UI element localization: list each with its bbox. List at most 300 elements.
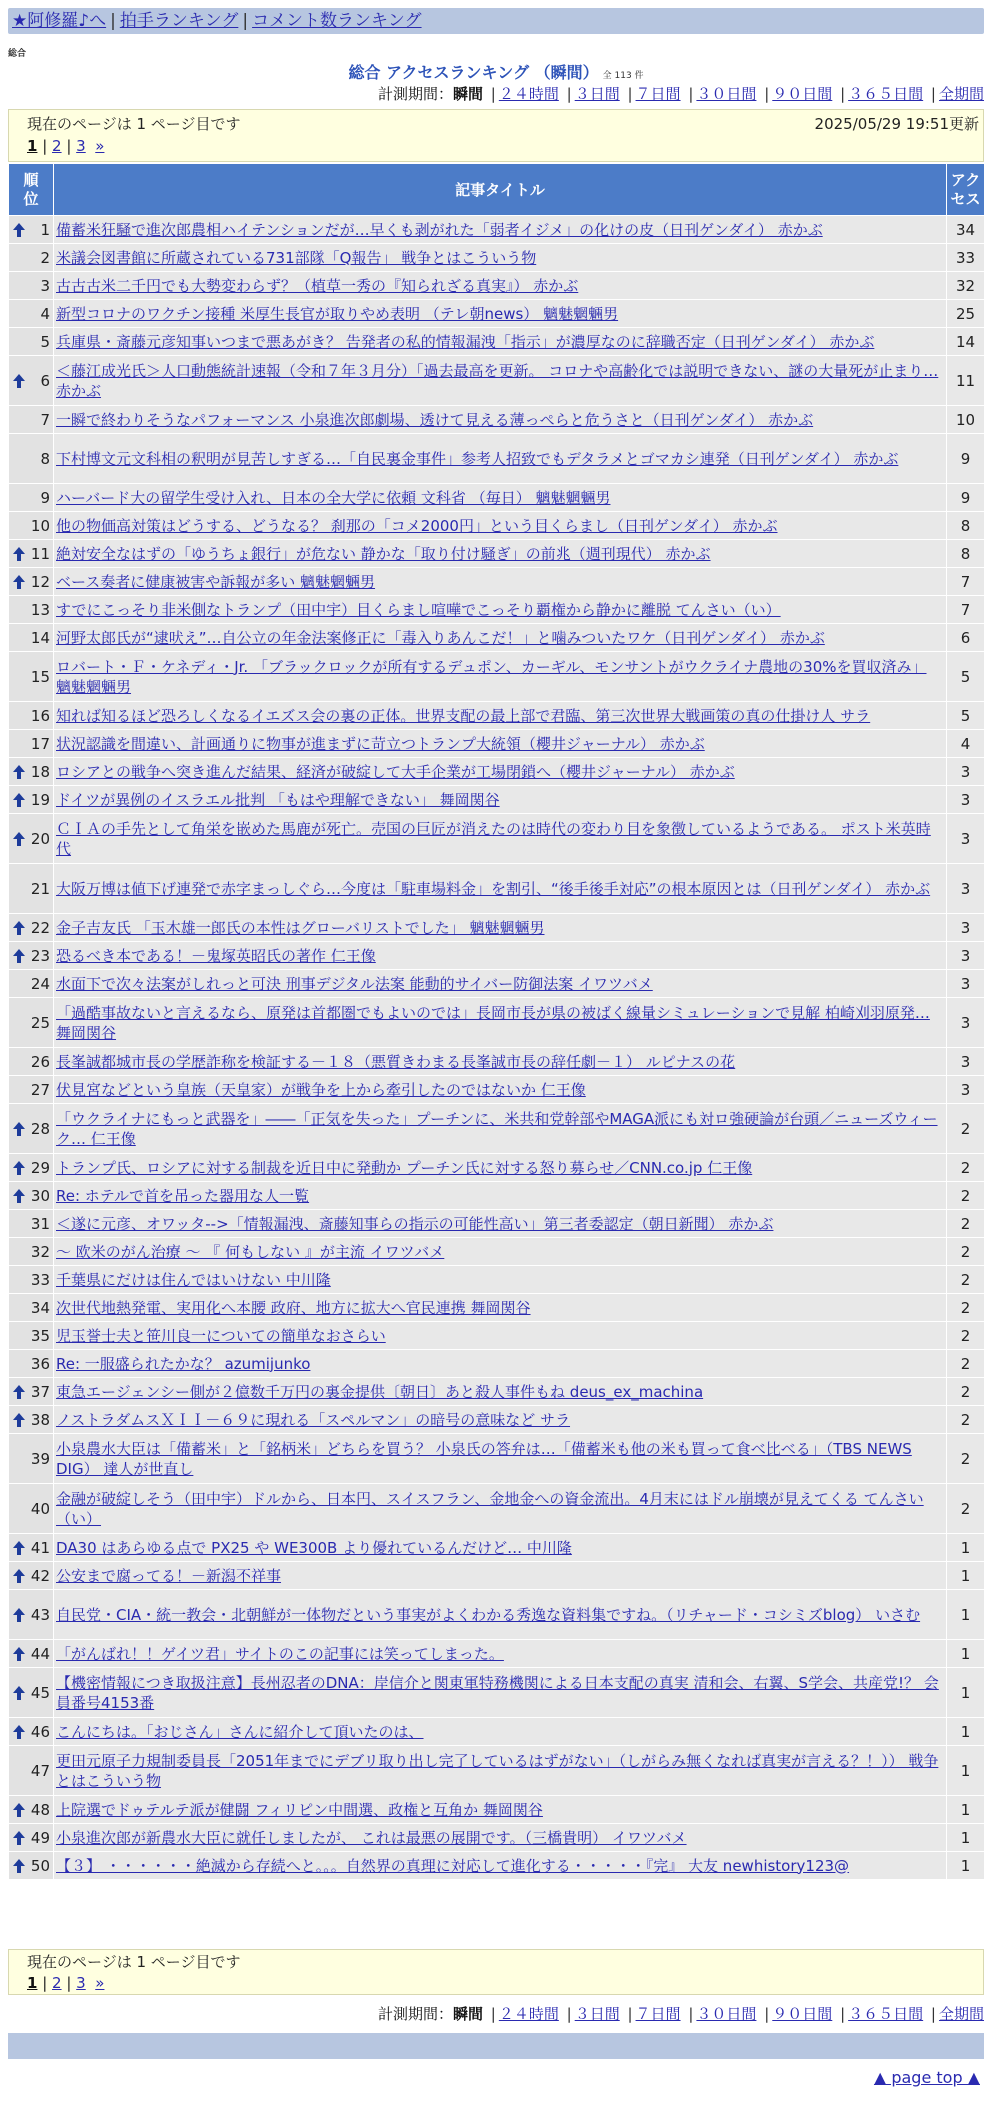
article-title-link[interactable]: 兵庫県・斎藤元彦知事いつまで悪あがき？ 告発者の私的情報漏洩「指示」が濃厚なのに辞職否定（日刊ゲンダイ） 赤かぶ — [56, 332, 875, 351]
access-count: 25 — [947, 300, 985, 328]
rank-number: 19 — [30, 790, 50, 809]
rank-cell — [9, 1852, 54, 1880]
access-count: 1 — [947, 1562, 985, 1590]
title-cell — [54, 1294, 947, 1322]
rank-up-arrow-icon — [12, 373, 26, 389]
rank-cell — [9, 1294, 54, 1322]
period-separator: | — [627, 2005, 633, 2023]
rank-number: 47 — [30, 1761, 50, 1780]
current-page-text: 現在のページは 1 ページ目です — [27, 1953, 241, 1971]
period-3d-link[interactable]: ３日間 — [574, 85, 620, 103]
access-count: 3 — [947, 814, 985, 864]
title-cell — [54, 1668, 947, 1718]
rank-cell — [9, 1562, 54, 1590]
period-365d-link[interactable]: ３６５日間 — [848, 85, 924, 103]
page-1-current: 1 — [27, 1974, 38, 1992]
rank-number: 26 — [30, 1052, 50, 1071]
title-cell — [54, 1746, 947, 1796]
table-row — [9, 1668, 985, 1718]
nav-separator: | — [110, 11, 116, 31]
period-separator: | — [627, 85, 633, 103]
table-row — [9, 568, 985, 596]
rank-number: 13 — [30, 600, 50, 619]
access-count: 1 — [947, 1640, 985, 1668]
table-row — [9, 1824, 985, 1852]
rank-up-arrow-icon — [12, 222, 26, 238]
article-title-link[interactable]: Re: ホテルで首を吊った器用な人一覧 — [56, 1186, 310, 1205]
access-count: 9 — [947, 484, 985, 512]
ranking-table-body — [9, 216, 985, 1880]
access-count: 3 — [947, 914, 985, 942]
rank-cell — [9, 1824, 54, 1852]
rank-number: 9 — [40, 488, 50, 507]
rank-number: 3 — [40, 276, 50, 295]
access-count: 9 — [947, 434, 985, 484]
title-cell — [54, 1378, 947, 1406]
title-cell — [54, 356, 947, 406]
title-cell — [54, 1590, 947, 1640]
article-title-link[interactable]: 米議会図書館に所蔵されている731部隊「Q報告」 戦争とはこういう物 — [56, 248, 537, 267]
access-count: 2 — [947, 1378, 985, 1406]
rank-number: 12 — [30, 572, 50, 591]
article-title-link[interactable]: 【３】 ・・・・・・絶滅から存続へと。。。自然界の真理に対応して進化する・・・・・『完』 大友 newhistory123@ — [56, 1856, 850, 1875]
table-row — [9, 1266, 985, 1294]
access-count: 32 — [947, 272, 985, 300]
table-row — [9, 1590, 985, 1640]
period-90d-link[interactable]: ９０日間 — [772, 85, 833, 103]
rank-number: 31 — [30, 1214, 50, 1233]
rank-up-arrow-icon — [12, 1724, 26, 1740]
rank-number: 38 — [30, 1410, 50, 1429]
article-title-link[interactable]: DA30 はあらゆる点で PX25 や WE300B より優れているんだけど… 中川隆 — [56, 1538, 572, 1557]
rank-cell — [9, 434, 54, 484]
page-2-link[interactable]: 2 — [52, 1974, 62, 1992]
rank-up-arrow-icon — [12, 1121, 26, 1137]
clap-ranking-link[interactable]: 拍手ランキング — [119, 11, 239, 31]
rank-number: 20 — [30, 829, 50, 848]
item-count: 全 113 件 — [602, 71, 644, 81]
table-row — [9, 702, 985, 730]
page-3-link[interactable]: 3 — [76, 1974, 86, 1992]
access-count: 3 — [947, 758, 985, 786]
title-cell — [54, 1434, 947, 1484]
table-row — [9, 540, 985, 568]
table-row — [9, 758, 985, 786]
table-row — [9, 864, 985, 914]
access-count: 1 — [947, 1534, 985, 1562]
table-row — [9, 1406, 985, 1434]
access-count: 1 — [947, 1668, 985, 1718]
article-title-link[interactable]: 上院選でドゥテルテ派が健闘 フィリピン中間選、政権と互角か 舞岡関谷 — [56, 1800, 543, 1819]
rank-number: 29 — [30, 1158, 50, 1177]
rank-cell — [9, 1534, 54, 1562]
title-cell — [54, 568, 947, 596]
title-cell — [54, 998, 947, 1048]
rank-number: 17 — [30, 734, 50, 753]
article-title-link[interactable]: すでにこっそり非米側なトランプ（田中宇）目くらまし喧嘩でこっそり覇権から静かに離脱 てんさい（い） — [56, 600, 781, 619]
article-title-link[interactable]: 自民党・CIA・統一教会・北朝鮮が一体物だという事実がよくわかる秀逸な資料集ですね。（リチャード・コシミズblog） いさむ — [56, 1605, 921, 1624]
rank-number: 36 — [30, 1354, 50, 1373]
access-count: 3 — [947, 1048, 985, 1076]
article-title-link[interactable]: 「ウクライナにもっと武器を」――「正気を失った」プーチンに、米共和党幹部やMAGA派にも対ロ強硬論が台頭／ニューズウィーク… 仁王像 — [56, 1109, 938, 1148]
period-30d-link[interactable]: ３０日間 — [696, 2005, 757, 2023]
rank-up-arrow-icon — [12, 1540, 26, 1556]
page-links: 1 | 2 | 3 » — [27, 137, 105, 155]
period-separator: | — [764, 2005, 770, 2023]
article-title-link[interactable]: 古古古米二千円でも大勢変わらず？（植草一秀の『知られざる真実』） 赤かぶ — [56, 276, 579, 295]
rank-number: 49 — [30, 1828, 50, 1847]
title-cell — [54, 1350, 947, 1378]
article-title-link[interactable]: ＜遂に元彦、オワッタ-->「情報漏洩、斎藤知事らの指示の可能性高い」第三者委認定（朝日新聞） 赤かぶ — [56, 1214, 774, 1233]
table-row — [9, 1104, 985, 1154]
rank-up-arrow-icon — [12, 1607, 26, 1623]
article-title-link[interactable]: ロシアとの戦争へ突き進んだ結果、経済が破綻して大手企業が工場閉鎖へ（櫻井ジャーナル） 赤かぶ — [56, 762, 735, 781]
ranking-table — [8, 163, 985, 1880]
rank-cell — [9, 730, 54, 758]
article-title-link[interactable]: 他の物価高対策はどうする、どうなる？ 刹那の「コメ2000円」という目くらまし（日刊ゲンダイ） 赤かぶ — [56, 516, 778, 535]
table-row — [9, 1294, 985, 1322]
article-title-link[interactable]: トランプ氏、ロシアに対する制裁を近日中に発動か プーチン氏に対する怒り募らせ／CNN.co.jp 仁王像 — [56, 1158, 753, 1177]
access-count: 1 — [947, 1746, 985, 1796]
article-title-link[interactable]: 水面下で次々法案がしれっと可決 刑事デジタル法案 能動的サイバー防御法案 イワツバメ — [56, 974, 653, 993]
period-3d-link[interactable]: ３日間 — [574, 2005, 620, 2023]
rank-cell — [9, 814, 54, 864]
rank-up-arrow-icon — [12, 1188, 26, 1204]
rank-cell — [9, 970, 54, 998]
access-count: 8 — [947, 512, 985, 540]
column-header-rank: 順位 — [9, 164, 54, 216]
rank-number: 41 — [30, 1538, 50, 1557]
rank-cell — [9, 406, 54, 434]
article-title-link[interactable]: 一瞬で終わりそうなパフォーマンス 小泉進次郎劇場、透けて見える薄っぺらと危うさと（日刊ゲンダイ） 赤かぶ — [56, 410, 814, 429]
rank-number: 1 — [40, 220, 50, 239]
rank-cell — [9, 1048, 54, 1076]
access-count: 2 — [947, 1434, 985, 1484]
rank-cell — [9, 758, 54, 786]
rank-cell — [9, 1406, 54, 1434]
rank-cell — [9, 1182, 54, 1210]
title-cell — [54, 1238, 947, 1266]
table-row — [9, 1238, 985, 1266]
period-selected: 瞬間 — [452, 2005, 483, 2023]
article-title-link[interactable]: 小泉農水大臣は「備蓄米」と「銘柄米」どちらを買う？ 小泉氏の答弁は…「備蓄米も他の米も買って食べ比べる」（TBS NEWS DIG） 達人が世直し — [56, 1439, 912, 1478]
article-title-link[interactable]: Re: 一服盛られたかな？ azumijunko — [56, 1354, 311, 1373]
page-top-link[interactable]: ▲ page top ▲ — [873, 2068, 980, 2087]
rank-number: 33 — [30, 1270, 50, 1289]
table-row — [9, 1378, 985, 1406]
article-title-link[interactable]: こんにちは。「おじさん」さんに紹介して頂いたのは、 — [56, 1722, 424, 1741]
rank-cell — [9, 300, 54, 328]
access-count: 2 — [947, 1350, 985, 1378]
period-all-link[interactable]: 全期間 — [938, 85, 984, 103]
article-title-link[interactable]: 〜 欧米のがん治療 〜 『 何もしない 』が主流 イワツバメ — [56, 1242, 445, 1261]
article-title-link[interactable]: 備蓄米狂騒で進次郎農相ハイテンションだが…早くも剥がれた「弱者イジメ」の化けの皮（日刊ゲンダイ） 赤かぶ — [56, 220, 823, 239]
period-90d-link[interactable]: ９０日間 — [772, 2005, 833, 2023]
period-all-link[interactable]: 全期間 — [938, 2005, 984, 2023]
article-title-link[interactable]: 河野太郎氏が“逮吠え”…自公立の年金法案修正に「毒入りあんこだ！」と噛みついたワケ（日刊ゲンダイ） 赤かぶ — [56, 628, 825, 647]
article-title-link[interactable]: ＣＩＡの手先として角栄を嵌めた馬鹿が死亡。売国の巨匠が消えたのは時代の変わり目を象徴しているようである。 ポスト米英時代 — [56, 819, 931, 858]
rank-cell — [9, 484, 54, 512]
period-selected: 瞬間 — [452, 85, 483, 103]
article-title-link[interactable]: 千葉県にだけは住んではいけない 中川隆 — [56, 1270, 331, 1289]
access-count: 34 — [947, 216, 985, 244]
period-separator: | — [566, 2005, 572, 2023]
title-cell — [54, 1104, 947, 1154]
period-separator: | — [566, 85, 572, 103]
rank-cell — [9, 998, 54, 1048]
article-title-link[interactable]: ハーバード大の留学生受け入れ、日本の全大学に依頼 文科省 （毎日） 魑魅魍魎男 — [56, 488, 611, 507]
period-separator: | — [930, 2005, 936, 2023]
table-row — [9, 1640, 985, 1668]
article-title-link[interactable]: 長峯誠都城市長の学歴詐称を検証する－１８（悪質きわまる長峯誠市長の辞任劇－１） ルピナスの花 — [56, 1052, 736, 1071]
rank-number: 42 — [30, 1566, 50, 1585]
rank-up-arrow-icon — [12, 546, 26, 562]
article-title-link[interactable]: ロバート・Ｆ・ケネディ・Jr. 「ブラックロックが所有するデュポン、カーギル、モンサントがウクライナ農地の30%を買収済み」 魑魅魍魎男 — [56, 657, 927, 696]
access-count: 5 — [947, 652, 985, 702]
table-row — [9, 786, 985, 814]
table-row — [9, 272, 985, 300]
rank-number: 18 — [30, 762, 50, 781]
next-page-link[interactable]: » — [95, 137, 105, 155]
rank-number: 48 — [30, 1800, 50, 1819]
rank-number: 2 — [40, 248, 50, 267]
article-title-link[interactable]: 次世代地熱発電、実用化へ本腰 政府、地方に拡大へ官民連携 舞岡関谷 — [56, 1298, 531, 1317]
period-7d-link[interactable]: ７日間 — [635, 85, 681, 103]
rank-number: 16 — [30, 706, 50, 725]
rank-cell — [9, 1350, 54, 1378]
rank-up-arrow-icon — [12, 831, 26, 847]
rank-cell — [9, 1266, 54, 1294]
table-row — [9, 1210, 985, 1238]
rank-cell — [9, 540, 54, 568]
next-page-link[interactable]: » — [95, 1974, 105, 1992]
access-count: 6 — [947, 624, 985, 652]
article-title-link[interactable]: 新型コロナのワクチン接種 米厚生長官が取りやめ表明 （テレ朝news） 魑魅魍魎男 — [56, 304, 619, 323]
rank-up-arrow-icon — [12, 1412, 26, 1428]
title-cell — [54, 942, 947, 970]
rank-cell — [9, 512, 54, 540]
table-row — [9, 942, 985, 970]
title-cell — [54, 1048, 947, 1076]
rank-number: 40 — [30, 1499, 50, 1518]
table-row — [9, 356, 985, 406]
access-count: 2 — [947, 1238, 985, 1266]
rank-cell — [9, 1746, 54, 1796]
top-nav-bar — [8, 8, 984, 34]
article-title-link[interactable]: 大阪万博は値下げ連発で赤字まっしぐら…今度は「駐車場料金」を割引、“後手後手対応”の根本原因とは（日刊ゲンダイ） 赤かぶ — [56, 879, 931, 898]
article-title-link[interactable]: 下村博文元文科相の釈明が見苦しすぎる…「自民裏金事件」参考人招致でもデタラメとゴマカシ連発（日刊ゲンダイ） 赤かぶ — [56, 449, 899, 468]
access-count: 7 — [947, 596, 985, 624]
title-cell — [54, 786, 947, 814]
rank-up-arrow-icon — [12, 574, 26, 590]
title-cell — [54, 406, 947, 434]
period-30d-link[interactable]: ３０日間 — [696, 85, 757, 103]
title-cell — [54, 300, 947, 328]
rank-up-arrow-icon — [12, 1830, 26, 1846]
period-separator: | — [930, 85, 936, 103]
period-separator: | — [764, 85, 770, 103]
access-count: 1 — [947, 1590, 985, 1640]
article-title-link[interactable]: 「過酷事故ないと言えるなら、原発は首都圏でもよいのでは」長岡市長が県の被ばく線量シミュレーションで見解 柏崎刈羽原発… 舞岡関谷 — [56, 1003, 930, 1042]
access-count: 1 — [947, 1852, 985, 1880]
table-row — [9, 1076, 985, 1104]
rank-cell — [9, 1668, 54, 1718]
table-row — [9, 1718, 985, 1746]
page-1-current: 1 — [27, 137, 38, 155]
table-row — [9, 300, 985, 328]
period-separator: | — [490, 2005, 496, 2023]
rank-cell — [9, 1104, 54, 1154]
rank-up-arrow-icon — [12, 792, 26, 808]
title-cell — [54, 624, 947, 652]
title-cell — [54, 1484, 947, 1534]
nav-separator: | — [242, 11, 249, 31]
rank-cell — [9, 328, 54, 356]
title-cell — [54, 1796, 947, 1824]
table-row — [9, 1434, 985, 1484]
table-row — [9, 512, 985, 540]
article-title-link[interactable]: 小泉進次郎が新農水大臣に就任しましたが、 これは最悪の展開です。（三橋貴明） イワツバメ — [56, 1828, 687, 1847]
period-7d-link[interactable]: ７日間 — [635, 2005, 681, 2023]
page-3-link[interactable]: 3 — [76, 137, 86, 155]
article-title-link[interactable]: 金融が破綻しそう（田中宇）ドルから、日本円、スイスフラン、金地金への資金流出。4月末にはドル崩壊が見えてくる てんさい（い） — [56, 1489, 924, 1528]
access-count: 33 — [947, 244, 985, 272]
access-count: 2 — [947, 1484, 985, 1534]
rank-number: 23 — [30, 946, 50, 965]
pagination-bottom — [8, 1949, 984, 1995]
table-row — [9, 1048, 985, 1076]
access-count: 5 — [947, 702, 985, 730]
access-count: 11 — [947, 356, 985, 406]
article-title-link[interactable]: 金子吉友氏 「玉木雄一郎氏の本性はグローバリストでした」 魑魅魍魎男 — [56, 918, 545, 937]
rank-number: 50 — [30, 1856, 50, 1875]
rank-number: 7 — [40, 410, 50, 429]
article-title-link[interactable]: 更田元原子力規制委員長「2051年までにデブリ取り出し完了しているはずがない」（しがらみ無くなれば真実が言える？！）） 戦争とはこういう物 — [56, 1751, 939, 1790]
period-24h-link[interactable]: ２４時間 — [498, 85, 559, 103]
article-title-link[interactable]: 児玉誉士夫と笹川良一についての簡単なおさらい — [56, 1326, 386, 1345]
rank-number: 30 — [30, 1186, 50, 1205]
period-separator: | — [688, 85, 694, 103]
rank-number: 46 — [30, 1722, 50, 1741]
rank-number: 32 — [30, 1242, 50, 1261]
title-cell — [54, 758, 947, 786]
title-cell — [54, 730, 947, 758]
access-count: 4 — [947, 730, 985, 758]
table-row — [9, 814, 985, 864]
title-cell — [54, 914, 947, 942]
table-row — [9, 328, 985, 356]
rank-number: 8 — [40, 449, 50, 468]
title-cell — [54, 272, 947, 300]
period-label: 計測期間： — [377, 85, 453, 103]
rank-cell — [9, 568, 54, 596]
table-row — [9, 1746, 985, 1796]
rank-number: 10 — [30, 516, 50, 535]
table-row — [9, 1182, 985, 1210]
rank-number: 11 — [30, 544, 50, 563]
access-count: 3 — [947, 942, 985, 970]
article-title-link[interactable]: 【機密情報につき取扱注意】長州忍者のDNA：岸信介と関東軍特務機関による日本支配の真実 清和会、右翼、S学会、共産党!？ 会員番号4153番 — [56, 1673, 939, 1712]
rank-cell — [9, 702, 54, 730]
rank-number: 22 — [30, 918, 50, 937]
comment-ranking-link[interactable]: コメント数ランキング — [252, 11, 422, 31]
table-row — [9, 624, 985, 652]
rank-number: 15 — [30, 667, 50, 686]
rank-up-arrow-icon — [12, 1802, 26, 1818]
table-row — [9, 1350, 985, 1378]
rank-number: 34 — [30, 1298, 50, 1317]
title-cell — [54, 1406, 947, 1434]
table-row — [9, 914, 985, 942]
rank-number: 5 — [40, 332, 50, 351]
article-title-link[interactable]: 東急エージェンシー側が２億数千万円の裏金提供〔朝日〕あと殺人事件もね deus_ex_machina — [56, 1382, 704, 1401]
article-title-link[interactable]: ドイツが異例のイスラエル批判 「もはや理解できない」 舞岡関谷 — [56, 790, 500, 809]
home-link[interactable]: ★阿修羅♪へ — [12, 11, 107, 31]
rank-cell — [9, 624, 54, 652]
article-title-link[interactable]: 状況認識を間違い、計画通りに物事が進まずに苛立つトランプ大統領（櫻井ジャーナル） 赤かぶ — [56, 734, 705, 753]
table-row — [9, 1562, 985, 1590]
access-count: 2 — [947, 1182, 985, 1210]
rank-up-arrow-icon — [12, 920, 26, 936]
article-title-link[interactable]: 伏見宮などという皇族（天皇家）が戦争を上から牽引したのではないか 仁王像 — [56, 1080, 586, 1099]
title-cell — [54, 1640, 947, 1668]
title-cell — [54, 814, 947, 864]
access-count: 3 — [947, 998, 985, 1048]
article-title-link[interactable]: ノストラダムスＸＩＩ－６９に現れる「スペルマン」の暗号の意味など サラ — [56, 1410, 571, 1429]
title-cell — [54, 652, 947, 702]
period-24h-link[interactable]: ２４時間 — [498, 2005, 559, 2023]
article-title-link[interactable]: 恐るべき本である！－鬼塚英昭氏の著作 仁王像 — [56, 946, 376, 965]
rank-number: 45 — [30, 1683, 50, 1702]
table-row — [9, 1322, 985, 1350]
article-title-link[interactable]: 「がんばれ！！ゲイツ君」サイトのこの記事には笑ってしまった。 — [56, 1644, 504, 1663]
title-cell — [54, 1266, 947, 1294]
period-365d-link[interactable]: ３６５日間 — [848, 2005, 924, 2023]
article-title-link[interactable]: 絶対安全なはずの「ゆうちょ銀行」が危ない 静かな「取り付け騒ぎ」の前兆（週刊現代） 赤かぶ — [56, 544, 711, 563]
article-title-link[interactable]: ベース奏者に健康被害や訴報が多い 魑魅魍魎男 — [56, 572, 376, 591]
title-cell — [54, 512, 947, 540]
rank-up-arrow-icon — [12, 764, 26, 780]
rank-up-arrow-icon — [12, 1685, 26, 1701]
title-cell — [54, 1322, 947, 1350]
updated-timestamp: 2025/05/29 19:51更新 — [814, 115, 979, 133]
rank-cell — [9, 1238, 54, 1266]
title-cell — [54, 1824, 947, 1852]
rank-cell — [9, 864, 54, 914]
title-cell — [54, 1562, 947, 1590]
title-cell — [54, 1076, 947, 1104]
article-title-link[interactable]: 公安まで腐ってる！－新潟不祥事 — [56, 1566, 282, 1585]
rank-number: 14 — [30, 628, 50, 647]
access-count: 3 — [947, 864, 985, 914]
rank-number: 4 — [40, 304, 50, 323]
rank-cell — [9, 1796, 54, 1824]
rank-cell — [9, 1322, 54, 1350]
column-header-title: 記事タイトル — [54, 164, 947, 216]
rank-cell — [9, 786, 54, 814]
table-row — [9, 596, 985, 624]
table-row — [9, 970, 985, 998]
table-row — [9, 406, 985, 434]
title-cell — [54, 702, 947, 730]
rank-up-arrow-icon — [12, 1384, 26, 1400]
article-title-link[interactable]: 知れば知るほど恐ろしくなるイエズス会の裏の正体。世界支配の最上部で君臨、第三次世界大戦画策の真の仕掛け人 サラ — [56, 706, 871, 725]
period-selector-bottom — [378, 2003, 984, 2024]
period-separator: | — [490, 85, 496, 103]
page-2-link[interactable]: 2 — [52, 137, 62, 155]
rank-cell — [9, 652, 54, 702]
article-title-link[interactable]: ＜藤江成光氏＞人口動態統計速報（令和７年３月分）「過去最高を更新。 コロナや高齢化では説明できない、謎の大量死が止まり… 赤かぶ — [56, 361, 939, 400]
